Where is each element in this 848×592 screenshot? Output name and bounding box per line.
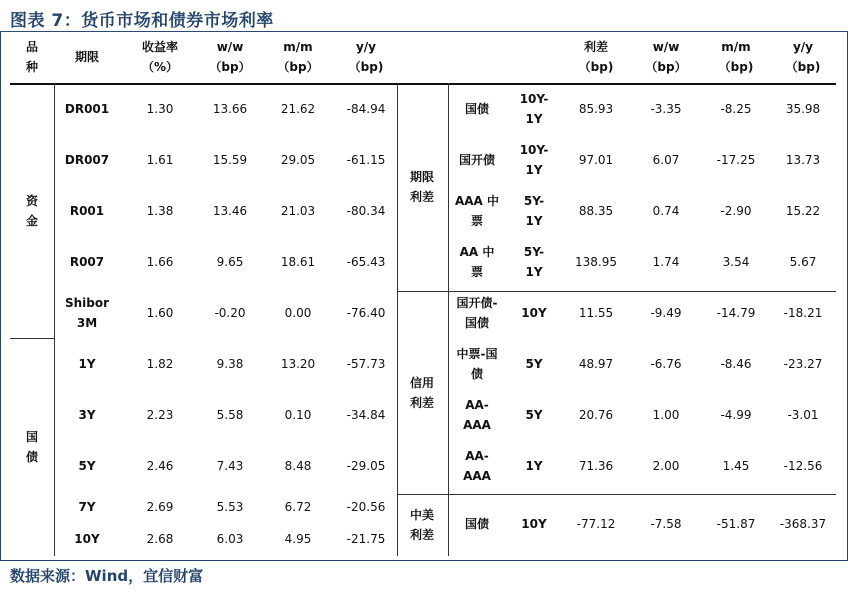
right-cell-term: 10Y- 1Y — [519, 91, 549, 126]
right-cell-term: 5Y- 1Y — [523, 193, 545, 228]
group-cn-us-spread: 中美 利差 — [409, 508, 434, 542]
title-divider — [0, 31, 848, 32]
left-cell-ww: 13.46 — [212, 203, 248, 218]
left-cell-term: 7Y — [78, 499, 96, 514]
right-group-separator-1 — [397, 291, 836, 292]
right-cell-spread: 20.76 — [578, 407, 614, 422]
left-group-separator — [10, 338, 54, 339]
left-cell-yield: 1.82 — [146, 356, 174, 371]
header-ww: w/w （bp） — [209, 40, 251, 74]
right-cell-ww: -7.58 — [650, 516, 682, 531]
left-cell-yield: 1.60 — [146, 305, 174, 320]
header-term: 期限 — [74, 50, 99, 64]
left-cell-ww: 5.58 — [216, 407, 244, 422]
left-cell-mm: 13.20 — [280, 356, 316, 371]
left-cell-term: 5Y — [78, 458, 96, 473]
right-cell-ww: -3.35 — [650, 101, 682, 116]
right-cell-name: 中票-国 债 — [456, 346, 498, 381]
right-cell-spread: 71.36 — [578, 458, 614, 473]
left-cell-yield: 1.30 — [146, 101, 174, 116]
left-group-divider — [54, 83, 55, 556]
group-bonds: 国 债 — [25, 430, 38, 464]
group-term-spread: 期限 利差 — [409, 170, 434, 204]
right-cell-term: 1Y — [525, 458, 543, 473]
frame-left-border — [0, 32, 1, 560]
header-spread-mm: m/m （bp) — [718, 40, 754, 74]
left-cell-term: DR007 — [64, 152, 110, 167]
header-spread-ww: w/w （bp） — [645, 40, 687, 74]
header-yy: y/y （bp) — [348, 40, 384, 74]
left-cell-ww: 6.03 — [216, 532, 244, 546]
left-cell-mm: 8.48 — [284, 458, 312, 473]
left-cell-ww: 5.53 — [216, 499, 244, 514]
source-note: 数据来源：Wind，宜信财富 — [10, 567, 204, 585]
right-cell-mm: -51.87 — [716, 516, 756, 531]
left-cell-term: R001 — [69, 203, 105, 218]
right-cell-yy: -3.01 — [787, 407, 819, 422]
right-cell-name: AAA 中 票 — [454, 193, 500, 228]
header-mm: m/m （bp） — [277, 40, 319, 74]
block-divider — [397, 83, 398, 556]
left-cell-mm: 0.00 — [284, 305, 312, 320]
right-cell-name: AA- AAA — [463, 448, 491, 483]
right-cell-term: 5Y — [525, 407, 543, 422]
right-cell-name: 国债 — [464, 516, 489, 531]
left-cell-yield: 2.46 — [146, 458, 174, 473]
right-cell-ww: -9.49 — [650, 305, 682, 320]
footer-divider — [0, 560, 848, 561]
header-yield: 收益率 （%） — [141, 40, 179, 74]
right-cell-name: AA- AAA — [463, 397, 491, 432]
right-cell-name: AA 中 票 — [459, 244, 495, 279]
left-cell-yy: -84.94 — [346, 101, 386, 116]
left-cell-mm: 21.03 — [280, 203, 316, 218]
left-cell-term: DR001 — [64, 101, 110, 116]
right-cell-term: 5Y — [525, 356, 543, 371]
left-cell-yield: 1.61 — [146, 152, 174, 167]
right-group-separator-2 — [397, 494, 836, 495]
left-cell-yy: -21.75 — [346, 532, 386, 546]
right-cell-name: 国债 — [464, 101, 489, 116]
right-cell-name: 国开债 — [458, 152, 495, 167]
header-spread-yy: y/y （bp) — [785, 40, 821, 74]
right-cell-spread: -77.12 — [576, 516, 616, 531]
left-cell-ww: 15.59 — [212, 152, 248, 167]
left-cell-ww: 7.43 — [216, 458, 244, 473]
right-cell-spread: 88.35 — [578, 203, 614, 218]
right-cell-ww: 2.00 — [652, 458, 680, 473]
right-cell-mm: -2.90 — [720, 203, 752, 218]
left-cell-term: Shibor 3M — [64, 295, 110, 330]
right-cell-yy: -12.56 — [783, 458, 823, 473]
left-cell-yy: -20.56 — [346, 499, 386, 514]
left-cell-yy: -57.73 — [346, 356, 386, 371]
header-spread: 利差 （bp) — [578, 40, 614, 74]
left-cell-yy: -34.84 — [346, 407, 386, 422]
left-cell-mm: 18.61 — [280, 254, 316, 269]
left-cell-yield: 1.38 — [146, 203, 174, 218]
right-cell-yy: 35.98 — [785, 101, 821, 116]
right-cell-mm: -4.99 — [720, 407, 752, 422]
right-cell-mm: -17.25 — [716, 152, 756, 167]
right-cell-term: 5Y- 1Y — [523, 244, 545, 279]
right-cell-yy: -368.37 — [779, 516, 827, 531]
right-cell-ww: 6.07 — [652, 152, 680, 167]
left-cell-ww: 13.66 — [212, 101, 248, 116]
right-cell-mm: -8.46 — [720, 356, 752, 371]
left-cell-yy: -80.34 — [346, 203, 386, 218]
left-cell-mm: 21.62 — [280, 101, 316, 116]
left-cell-ww: 9.38 — [216, 356, 244, 371]
right-cell-spread: 11.55 — [578, 305, 614, 320]
right-cell-yy: -18.21 — [783, 305, 823, 320]
right-cell-ww: -6.76 — [650, 356, 682, 371]
left-cell-term: 10Y — [74, 532, 100, 546]
right-cell-spread: 138.95 — [575, 254, 617, 269]
left-cell-yield: 2.23 — [146, 407, 174, 422]
left-cell-yield: 1.66 — [146, 254, 174, 269]
right-cell-spread: 48.97 — [578, 356, 614, 371]
right-cell-ww: 1.74 — [652, 254, 680, 269]
right-cell-name: 国开债- 国债 — [456, 295, 498, 330]
title-bar — [0, 0, 848, 32]
left-cell-yy: -65.43 — [346, 254, 386, 269]
right-cell-yy: 15.22 — [785, 203, 821, 218]
left-cell-term: 3Y — [78, 407, 96, 422]
group-credit-spread: 信用 利差 — [409, 375, 434, 410]
page-title: 图表 7：货币市场和债券市场利率 — [10, 11, 274, 31]
left-cell-ww: -0.20 — [214, 305, 246, 320]
right-cell-ww: 1.00 — [652, 407, 680, 422]
right-cell-mm: 3.54 — [722, 254, 750, 269]
left-cell-yy: -29.05 — [346, 458, 386, 473]
left-cell-term: R007 — [69, 254, 105, 269]
header-variety: 品 种 — [25, 40, 38, 74]
left-cell-yy: -61.15 — [346, 152, 386, 167]
right-cell-ww: 0.74 — [652, 203, 680, 218]
left-cell-mm: 29.05 — [280, 152, 316, 167]
left-cell-yield: 2.69 — [146, 499, 174, 514]
right-cell-yy: 13.73 — [785, 152, 821, 167]
left-cell-yy: -76.40 — [346, 305, 386, 320]
right-cell-term: 10Y — [521, 305, 547, 320]
right-cell-yy: 5.67 — [789, 254, 817, 269]
left-cell-mm: 6.72 — [284, 499, 312, 514]
right-cell-yy: -23.27 — [783, 356, 823, 371]
right-cell-mm: 1.45 — [722, 458, 750, 473]
left-cell-mm: 0.10 — [284, 407, 312, 422]
right-cell-spread: 85.93 — [578, 101, 614, 116]
right-cell-mm: -8.25 — [720, 101, 752, 116]
left-cell-mm: 4.95 — [284, 532, 312, 546]
left-cell-term: 1Y — [78, 356, 96, 371]
right-cell-mm: -14.79 — [716, 305, 756, 320]
right-cell-term: 10Y- 1Y — [519, 142, 549, 177]
left-cell-ww: 9.65 — [216, 254, 244, 269]
right-group-divider — [448, 83, 449, 556]
left-cell-yield: 2.68 — [146, 532, 174, 546]
right-cell-spread: 97.01 — [578, 152, 614, 167]
right-cell-term: 10Y — [521, 516, 547, 531]
group-funds: 资 金 — [25, 193, 38, 228]
